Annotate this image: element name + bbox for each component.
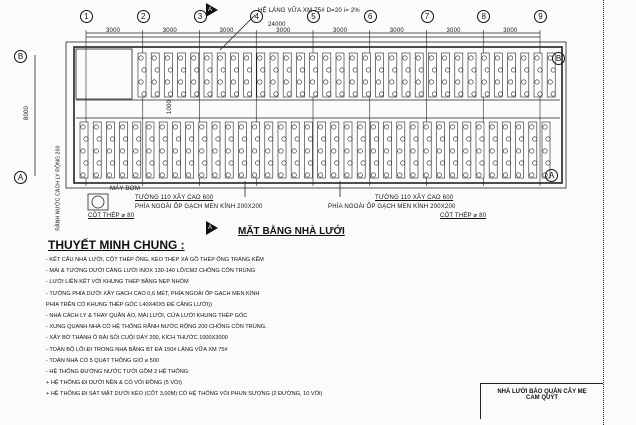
- notes-list: [46, 255, 322, 401]
- title-block-line-2: CAM QUÝT: [526, 395, 558, 401]
- bay-dimension: 3000: [446, 28, 461, 34]
- note-line: - TOÀN BỘ LỐI ĐI TRONG NHÀ BẰNG BT ĐÁ 150# LÁNG VỮA XM 75#: [46, 346, 228, 353]
- axis-4: 4: [250, 10, 263, 23]
- isolation-room: [76, 49, 132, 99]
- wall-note-left-2: PHÍA NGOÀI ỐP GẠCH MEN KÍNH 200X200: [135, 204, 263, 210]
- axis-2: 2: [137, 10, 150, 23]
- bay-dimension: 3000: [333, 28, 348, 34]
- axis-8: 8: [477, 10, 490, 23]
- plan-title: MẶT BẰNG NHÀ LƯỚI: [238, 226, 345, 237]
- note-line: - MÁI & TƯỜNG DƯỚI CĂNG LƯỚI INOX 130-140 LỖ/CM2 CHỐNG CÔN TRÙNG: [46, 268, 256, 275]
- section-mark-top: A: [208, 7, 213, 13]
- axis-1: 1: [80, 10, 93, 23]
- title-block: [480, 383, 603, 419]
- bay-dimension: 3000: [389, 28, 404, 34]
- column-note-left: CỘT THÉP ⌀ 80: [88, 213, 135, 219]
- pump-label: MÁY BƠM: [110, 186, 141, 192]
- bay-dimension: 3000: [106, 28, 121, 34]
- bay-dimension: 3000: [276, 28, 291, 34]
- drain-note: RÃNH NƯỚC CÁCH LY RỘNG 200: [55, 145, 62, 231]
- axis-b-left: B: [14, 50, 27, 63]
- axis-3: 3: [194, 10, 207, 23]
- note-line: - HỆ THỐNG ĐƯỜNG NƯỚC TƯỚI GỒM 2 HỆ THỐNG:: [46, 369, 190, 376]
- note-line: - TƯỜNG PHÍA DƯỚI XÂY GẠCH CAO 0,6 MÉT, PHÍA NGOÀI ỐP GẠCH MEN KÍNH: [46, 290, 260, 297]
- side-dimension: 8000: [24, 105, 31, 121]
- axis-a-right: A: [545, 169, 558, 182]
- bay-dimension: 3000: [162, 28, 177, 34]
- notes-heading: THUYẾT MINH CHUNG :: [48, 238, 185, 252]
- column-note-right: CỘT THÉP ⌀ 80: [440, 213, 487, 219]
- axis-9: 9: [534, 10, 547, 23]
- section-mark-bottom: A: [208, 225, 213, 231]
- note-line: - LƯỚI LIÊN KẾT VỚI KHUNG THÉP BẰNG NẸP NHÔM: [46, 279, 189, 286]
- total-dimension: 24000: [268, 22, 286, 28]
- pump-symbol: [92, 196, 104, 208]
- corridor-dimension: 1000: [167, 99, 174, 115]
- note-line: - KẾT CẤU NHÀ LƯỚI, CỘT THÉP ỐNG, KÈO THÉP XÀ GỒ THÉP ỐNG TRÁNG KẼM: [46, 257, 264, 263]
- note-line: - XÂY BỜ THÀNH Ô RẢI SỎI CUỘI DÀY 200, KÍCH THƯỚC 1000X3000: [46, 335, 228, 342]
- growing-beds: [80, 53, 555, 178]
- note-line: + HỆ THỐNG ĐI SÁT MẶT DƯỚI KÈO (CỐT 3,00M) CÓ HỆ THỐNG VÒI PHUN SƯƠNG (2 ĐƯỜNG, 10 VÒI): [46, 391, 323, 398]
- note-line: - XUNG QUANH NHÀ CÓ HỆ THỐNG RÃNH NƯỚC RỘNG 200 CHỐNG CÔN TRÙNG.: [46, 324, 267, 331]
- axis-6: 6: [364, 10, 377, 23]
- wall-note-left-1: TƯỜNG 110 XÂY CAO 600: [135, 195, 214, 201]
- wall-note-right-2: PHÍA NGOÀI ỐP GẠCH MEN KÍNH 200X200: [328, 204, 456, 210]
- note-line: PHÍA TRÊN CÓ KHUNG THÉP GÓC L40X40X5 ĐỂ CĂNG LƯỚI)): [46, 301, 212, 308]
- note-line: + HỆ THỐNG ĐI DƯỚI NỀN & CÓ VÒI ĐỒNG (5 VÒI): [46, 380, 182, 387]
- bay-dimension: 3000: [219, 28, 234, 34]
- note-line: - NHÀ CÁCH LY & THAY QUẦN ÁO, MÁI LƯỚI, CỬA LƯỚI KHUNG THÉP GÓC: [46, 313, 248, 320]
- axis-5: 5: [307, 10, 320, 23]
- note-line: - TOÀN NHÀ CÓ 5 QUẠT THÔNG GIÓ ⌀ 500: [46, 357, 159, 364]
- axis-a-left: A: [14, 171, 27, 184]
- title-block-line-1: NHÀ LƯỚI BẢO QUẢN CÂY MẸ: [497, 389, 587, 395]
- axis-b-right: B: [552, 52, 565, 65]
- wall-note-right-1: TƯỜNG 110 XÂY CAO 600: [375, 195, 454, 201]
- bay-dimension: 3000: [503, 28, 518, 34]
- page-border-dotted: [603, 0, 604, 425]
- floor-note: HỆ LÁNG VỮA XM 75# D=20 i= 2%: [258, 8, 360, 14]
- axis-7: 7: [421, 10, 434, 23]
